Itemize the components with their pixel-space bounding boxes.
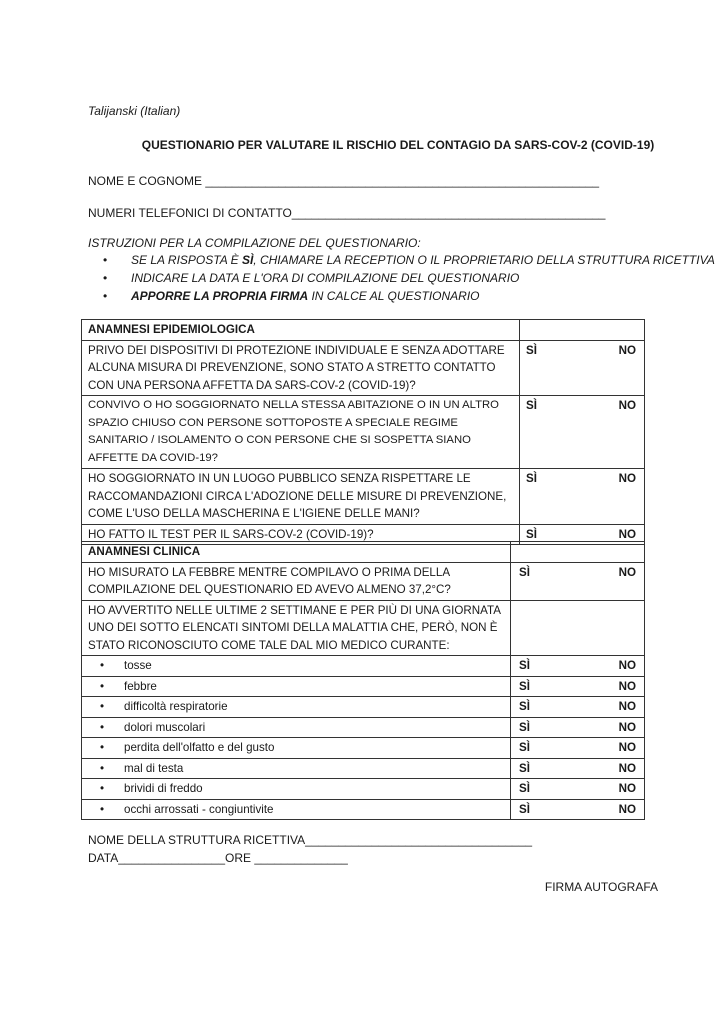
- no-option[interactable]: NO: [618, 720, 636, 734]
- no-option[interactable]: NO: [618, 527, 636, 541]
- table-row: [82, 469, 645, 525]
- facility-name-field[interactable]: NOME DELLA STRUTTURA RICETTIVA__________________________________: [88, 833, 533, 847]
- signature-label: FIRMA AUTOGRAFA: [544, 880, 658, 894]
- date-time-field[interactable]: DATA________________ORE ______________: [88, 851, 348, 865]
- no-option[interactable]: NO: [618, 700, 636, 713]
- bullet-icon: •: [100, 700, 105, 713]
- symptom-label: febbre: [124, 679, 157, 693]
- no-option[interactable]: NO: [618, 761, 636, 775]
- symptom-row: [82, 717, 645, 738]
- yes-option[interactable]: SÌ: [526, 399, 537, 412]
- yes-option[interactable]: SÌ: [519, 565, 530, 579]
- clinical-table: [81, 541, 645, 820]
- yes-option[interactable]: SÌ: [519, 802, 530, 816]
- bullet-icon: •: [100, 720, 105, 734]
- yes-option[interactable]: SÌ: [519, 700, 530, 713]
- symptom-row: [82, 697, 645, 718]
- yes-option[interactable]: SÌ: [526, 343, 537, 357]
- question-text: CONVIVO O HO SOGGIORNATO NELLA STESSA ABITAZIONE O IN UN ALTRO SPAZIO CHIUSO CON PERSONE SOTTOPOSTE A SPECIALE REGIME SANITARIO / ISOLAMENTO O CON PERSONE CHE SI SOSPETTA SIANO AFFETTE DA COVID-19?: [82, 396, 520, 469]
- yes-option[interactable]: SÌ: [519, 761, 530, 775]
- symptom-label: dolori muscolari: [124, 720, 206, 734]
- question-text: HO SOGGIORNATO IN UN LUOGO PUBBLICO SENZA RISPETTARE LE RACCOMANDAZIONI CIRCA L'ADOZIONE DELLE MISURE DI PREVENZIONE, COME L'USO DELLA MASCHERINA E L'IGIENE DELLE MANI?: [82, 469, 520, 525]
- yes-option[interactable]: SÌ: [519, 741, 530, 754]
- document-title: QUESTIONARIO PER VALUTARE IL RISCHIO DEL CONTAGIO DA SARS-COV-2 (COVID-19): [141, 138, 655, 152]
- table-heading: ANAMNESI CLINICA: [82, 542, 511, 563]
- yes-option[interactable]: SÌ: [519, 720, 530, 734]
- bullet-icon: •: [100, 741, 105, 754]
- symptom-label: perdita dell'olfatto e del gusto: [124, 741, 275, 754]
- bullet-icon: •: [100, 802, 105, 816]
- no-option[interactable]: NO: [618, 399, 636, 412]
- symptom-row: [82, 799, 645, 820]
- no-option[interactable]: NO: [618, 679, 636, 693]
- question-text: HO AVVERTITO NELLE ULTIME 2 SETTIMANE E PER PIÙ DI UNA GIORNATA UNO DEI SOTTO ELENCATI SINTOMI DELLA MALATTIA CHE, PERÒ, NON È STATO RICONOSCIUTO COME TALE DAL MIO MEDICO CURANTE:: [82, 600, 511, 656]
- no-option[interactable]: NO: [618, 343, 636, 357]
- no-option[interactable]: NO: [618, 741, 636, 754]
- symptom-label: occhi arrossati - congiuntivite: [124, 802, 274, 816]
- no-option[interactable]: NO: [618, 659, 636, 672]
- phone-field[interactable]: NUMERI TELEFONICI DI CONTATTO_______________________________________________: [88, 206, 606, 220]
- yes-option[interactable]: SÌ: [519, 782, 530, 795]
- question-text: PRIVO DEI DISPOSITIVI DI PROTEZIONE INDIVIDUALE E SENZA ADOTTARE ALCUNA MISURA DI PREVENZIONE, SONO STATO A STRETTO CONTATTO CON UNA PERSONA AFFETTA DA SARS-COV-2 (COVID-19)?: [82, 340, 520, 396]
- no-option[interactable]: NO: [618, 782, 636, 795]
- no-option[interactable]: NO: [618, 565, 636, 579]
- table-row: [82, 562, 645, 600]
- question-text: HO FATTO IL TEST PER IL SARS-COV-2 (COVID-19)?: [82, 524, 520, 545]
- instructions-list: [88, 252, 715, 306]
- instruction-item: • INDICARE LA DATA E L'ORA DI COMPILAZIONE DEL QUESTIONARIO: [88, 270, 688, 288]
- table-row: [82, 600, 645, 656]
- yes-option[interactable]: SÌ: [526, 472, 537, 485]
- instructions-heading: ISTRUZIONI PER LA COMPILAZIONE DEL QUESTIONARIO:: [88, 236, 421, 250]
- yes-option[interactable]: SÌ: [519, 679, 530, 693]
- question-text: HO MISURATO LA FEBBRE MENTRE COMPILAVO O PRIMA DELLA COMPILAZIONE DEL QUESTIONARIO ED AVEVO ALMENO 37,2°C?: [82, 562, 511, 600]
- yes-option[interactable]: SÌ: [519, 659, 530, 672]
- symptom-label: brividi di freddo: [124, 782, 203, 795]
- no-option[interactable]: NO: [618, 472, 636, 485]
- bullet-icon: •: [100, 761, 105, 775]
- symptom-label: tosse: [124, 659, 152, 672]
- instruction-item: • APPORRE LA PROPRIA FIRMA IN CALCE AL QUESTIONARIO: [88, 288, 688, 306]
- symptom-row: [82, 656, 645, 677]
- symptom-row: [82, 779, 645, 800]
- epidemiological-table: [81, 319, 645, 545]
- name-field[interactable]: NOME E COGNOME ___________________________________________________________: [88, 174, 600, 188]
- yes-option[interactable]: SÌ: [526, 527, 537, 541]
- table-row: [82, 340, 645, 396]
- symptom-label: difficoltà respiratorie: [124, 700, 228, 713]
- table-heading: ANAMNESI EPIDEMIOLOGICA: [82, 320, 520, 341]
- symptom-row: [82, 758, 645, 779]
- bullet-icon: •: [100, 659, 105, 672]
- symptom-label: mal di testa: [124, 761, 184, 775]
- bullet-icon: •: [100, 782, 105, 795]
- instruction-item: • SE LA RISPOSTA È SÌ, CHIAMARE LA RECEPTION O IL PROPRIETARIO DELLA STRUTTURA RICETTIVA: [88, 252, 688, 270]
- table-row: [82, 396, 645, 469]
- language-label: Talijanski (Italian): [88, 104, 181, 118]
- no-option[interactable]: NO: [618, 802, 636, 816]
- symptom-row: [82, 738, 645, 759]
- symptom-row: [82, 676, 645, 697]
- bullet-icon: •: [100, 679, 105, 693]
